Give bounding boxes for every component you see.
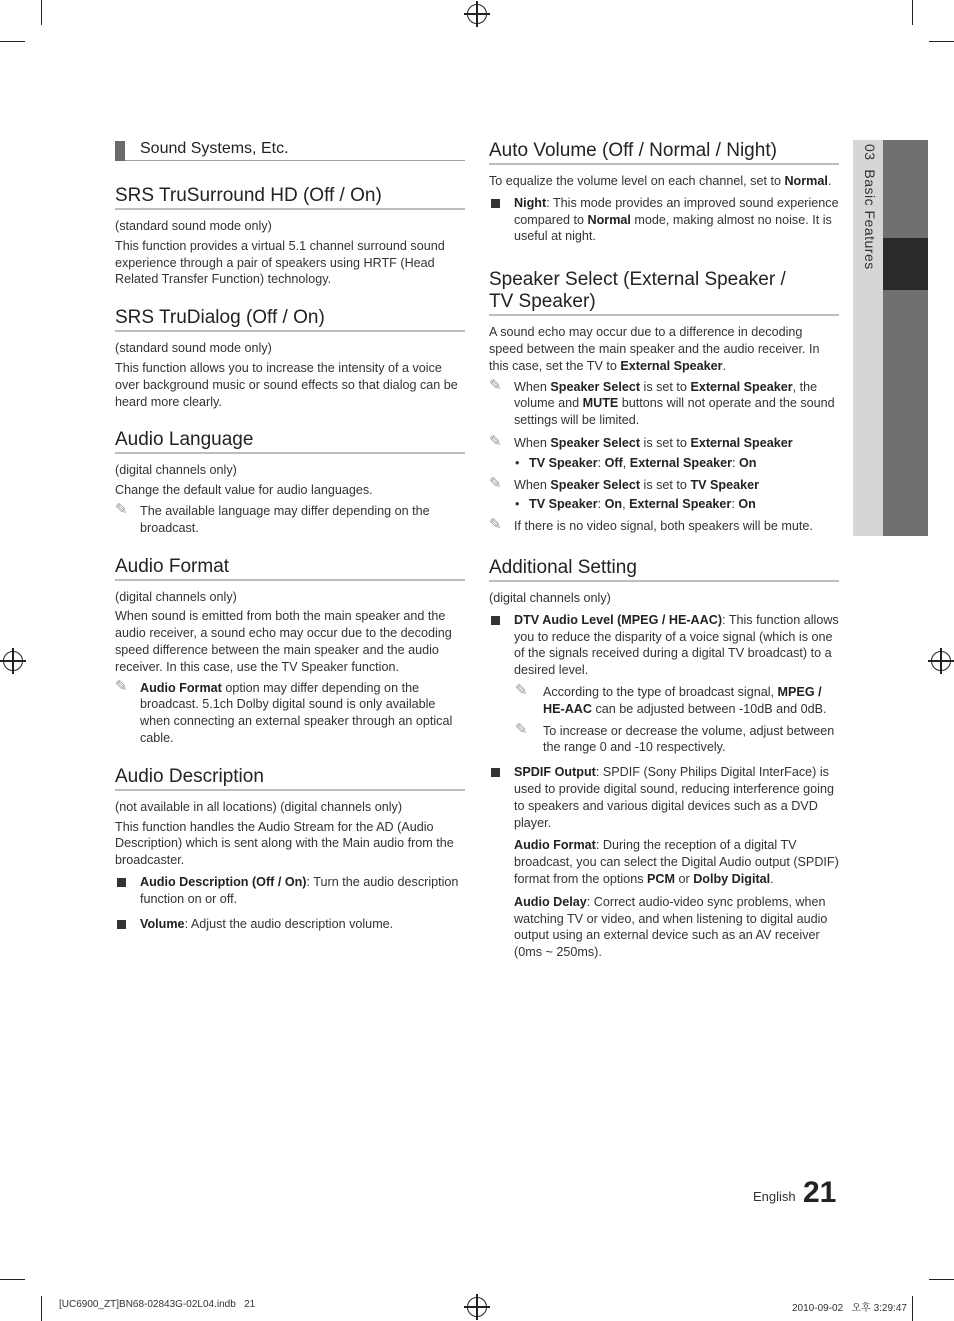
pencil-note-icon: ✎ bbox=[515, 681, 528, 699]
section-title: Audio Format bbox=[115, 556, 465, 581]
crop-mark bbox=[912, 1296, 913, 1321]
mode-note: (standard sound mode only) bbox=[115, 219, 272, 233]
bullet-item: • TV Speaker: On, External Speaker: On bbox=[515, 497, 756, 512]
audio-language-section bbox=[115, 429, 465, 536]
square-bullet-icon bbox=[491, 616, 500, 625]
registration-mark-icon bbox=[3, 651, 23, 671]
crop-mark bbox=[929, 1279, 954, 1280]
section-title: Additional Setting bbox=[489, 557, 839, 582]
section-title: Auto Volume (Off / Normal / Night) bbox=[489, 140, 839, 165]
print-file-info: [UC6900_ZT]BN68-02843G-02L04.indb 21 bbox=[59, 1299, 256, 1310]
description: When sound is emitted from both the main speaker and the audio receiver, a sound echo may occur due to the decoding speed difference between the main speaker and the audio receiver. In this case, use the TV Speaker function. bbox=[115, 609, 452, 674]
section-title: Audio Language bbox=[115, 429, 465, 454]
list-item: Night: This mode provides an improved sound experience compared to Normal mode, making almost no noise. It is useful at night. bbox=[489, 195, 839, 245]
mode-note: (digital channels only) bbox=[489, 590, 611, 605]
crop-mark bbox=[912, 0, 913, 25]
srs-trusurround-section bbox=[115, 185, 465, 288]
note: ✎ The available language may differ depending on the broadcast. bbox=[115, 500, 430, 535]
list-item: Volume: Adjust the audio description volume. bbox=[115, 916, 465, 933]
mode-note: (standard sound mode only) bbox=[115, 341, 272, 356]
note: ✎ According to the type of broadcast signal, MPEG / HE-AAC can be adjusted between -10dB and 0dB. bbox=[515, 681, 827, 716]
section-title: SRS TruDialog (Off / On) bbox=[115, 307, 465, 332]
page-language: English bbox=[753, 1189, 796, 1204]
note: ✎ If there is no video signal, both speakers will be mute. bbox=[489, 516, 813, 534]
description: This function provides a virtual 5.1 channel surround sound experience through a pair of speakers using HRTF (Head Related Transfer Function) technology. bbox=[115, 238, 445, 287]
print-timestamp: 2010-09-02 오후 3:29:47 bbox=[792, 1303, 907, 1314]
list-item: DTV Audio Level (MPEG / HE-AAC): This function allows you to reduce the disparity of a voice signal (which is one of the signals received during a digital TV broadcast) to a desired level. bbox=[489, 612, 839, 679]
right-column bbox=[489, 140, 839, 980]
registration-mark-icon bbox=[467, 4, 487, 24]
chapter-tab-label: 03 Basic Features bbox=[862, 144, 878, 270]
section-header: Sound Systems, Etc. bbox=[115, 140, 465, 161]
sub-paragraph: Audio Delay: Correct audio-video sync problems, when watching TV or video, and when listening to digital audio output using an external device such as an AV receiver (0ms ~ 250ms). bbox=[514, 894, 828, 960]
crop-mark bbox=[929, 41, 954, 42]
description: This function allows you to increase the intensity of a voice over background music or sound effects so that dialog can be heard more clearly. bbox=[115, 360, 458, 409]
crop-mark bbox=[0, 41, 25, 42]
note: ✎ To increase or decrease the volume, adjust between the range 0 and -10 respectively. bbox=[515, 720, 835, 755]
note: ✎ When Speaker Select is set to TV Speaker bbox=[489, 474, 760, 492]
dot-bullet-icon: • bbox=[515, 497, 520, 512]
section-header-bar bbox=[115, 141, 125, 161]
pencil-note-icon: ✎ bbox=[489, 516, 502, 534]
description: A sound echo may occur due to a difference in decoding speed between the main speaker and the audio receiver. In this case, set the TV to External Speaker. bbox=[489, 325, 820, 373]
auto-volume-section bbox=[489, 140, 839, 245]
pencil-note-icon: ✎ bbox=[515, 720, 528, 738]
registration-mark-icon bbox=[931, 651, 951, 671]
chapter-tab-marker bbox=[883, 238, 928, 290]
list-item: SPDIF Output: SPDIF (Sony Philips Digital InterFace) is used to provide digital sound, reducing interference going to speakers and various digital devices such as a DVD player. bbox=[489, 764, 839, 831]
crop-mark bbox=[41, 1296, 42, 1321]
description: This function handles the Audio Stream for the AD (Audio Description) which is sent along with the Main audio from the broadcaster. bbox=[115, 819, 454, 868]
mode-note: (digital channels only) bbox=[115, 463, 237, 478]
description: To equalize the volume level on each channel, set to Normal. bbox=[489, 174, 832, 188]
additional-setting-section bbox=[489, 557, 839, 961]
chapter-tab-dark bbox=[883, 140, 928, 536]
audio-format-section bbox=[115, 556, 465, 747]
audio-description-section bbox=[115, 766, 465, 933]
sub-paragraph: Audio Format: During the reception of a digital TV broadcast, you can select the Digital Audio output (SPDIF) format from the options PCM or Dolby Digital. bbox=[514, 838, 839, 886]
section-title: Speaker Select (External Speaker / TV Speaker) bbox=[489, 269, 839, 316]
crop-mark bbox=[0, 1279, 25, 1280]
square-bullet-icon bbox=[491, 199, 500, 208]
speaker-select-section bbox=[489, 269, 839, 535]
square-bullet-icon bbox=[117, 878, 126, 887]
page-number: 21 bbox=[803, 1176, 837, 1209]
registration-mark-icon bbox=[467, 1297, 487, 1317]
list-item: Audio Description (Off / On): Turn the audio description function on or off. bbox=[115, 874, 465, 908]
pencil-note-icon: ✎ bbox=[489, 432, 502, 450]
srs-trudialog-section bbox=[115, 307, 465, 410]
pencil-note-icon: ✎ bbox=[115, 500, 128, 518]
note: ✎ When Speaker Select is set to External Speaker bbox=[489, 432, 793, 450]
bullet-item: • TV Speaker: Off, External Speaker: On bbox=[515, 455, 757, 470]
crop-mark bbox=[41, 0, 42, 25]
left-column bbox=[115, 140, 465, 951]
mode-note: (digital channels only) bbox=[115, 589, 237, 604]
square-bullet-icon bbox=[491, 768, 500, 777]
note: ✎ When Speaker Select is set to External Speaker, the volume and MUTE buttons will not operate and the sound settings will be limited. bbox=[489, 376, 835, 428]
square-bullet-icon bbox=[117, 920, 126, 929]
description: Change the default value for audio languages. bbox=[115, 483, 373, 498]
dot-bullet-icon: • bbox=[515, 455, 520, 470]
mode-note: (not available in all locations) (digital channels only) bbox=[115, 799, 403, 814]
section-title: Audio Description bbox=[115, 766, 465, 791]
note: ✎ Audio Format option may differ depending on the broadcast. 5.1ch Dolby digital sound is only available when connecting an external speaker through an optical cable. bbox=[115, 677, 453, 745]
section-title: SRS TruSurround HD (Off / On) bbox=[115, 185, 465, 210]
pencil-note-icon: ✎ bbox=[115, 677, 128, 695]
pencil-note-icon: ✎ bbox=[489, 376, 502, 394]
pencil-note-icon: ✎ bbox=[489, 474, 502, 492]
